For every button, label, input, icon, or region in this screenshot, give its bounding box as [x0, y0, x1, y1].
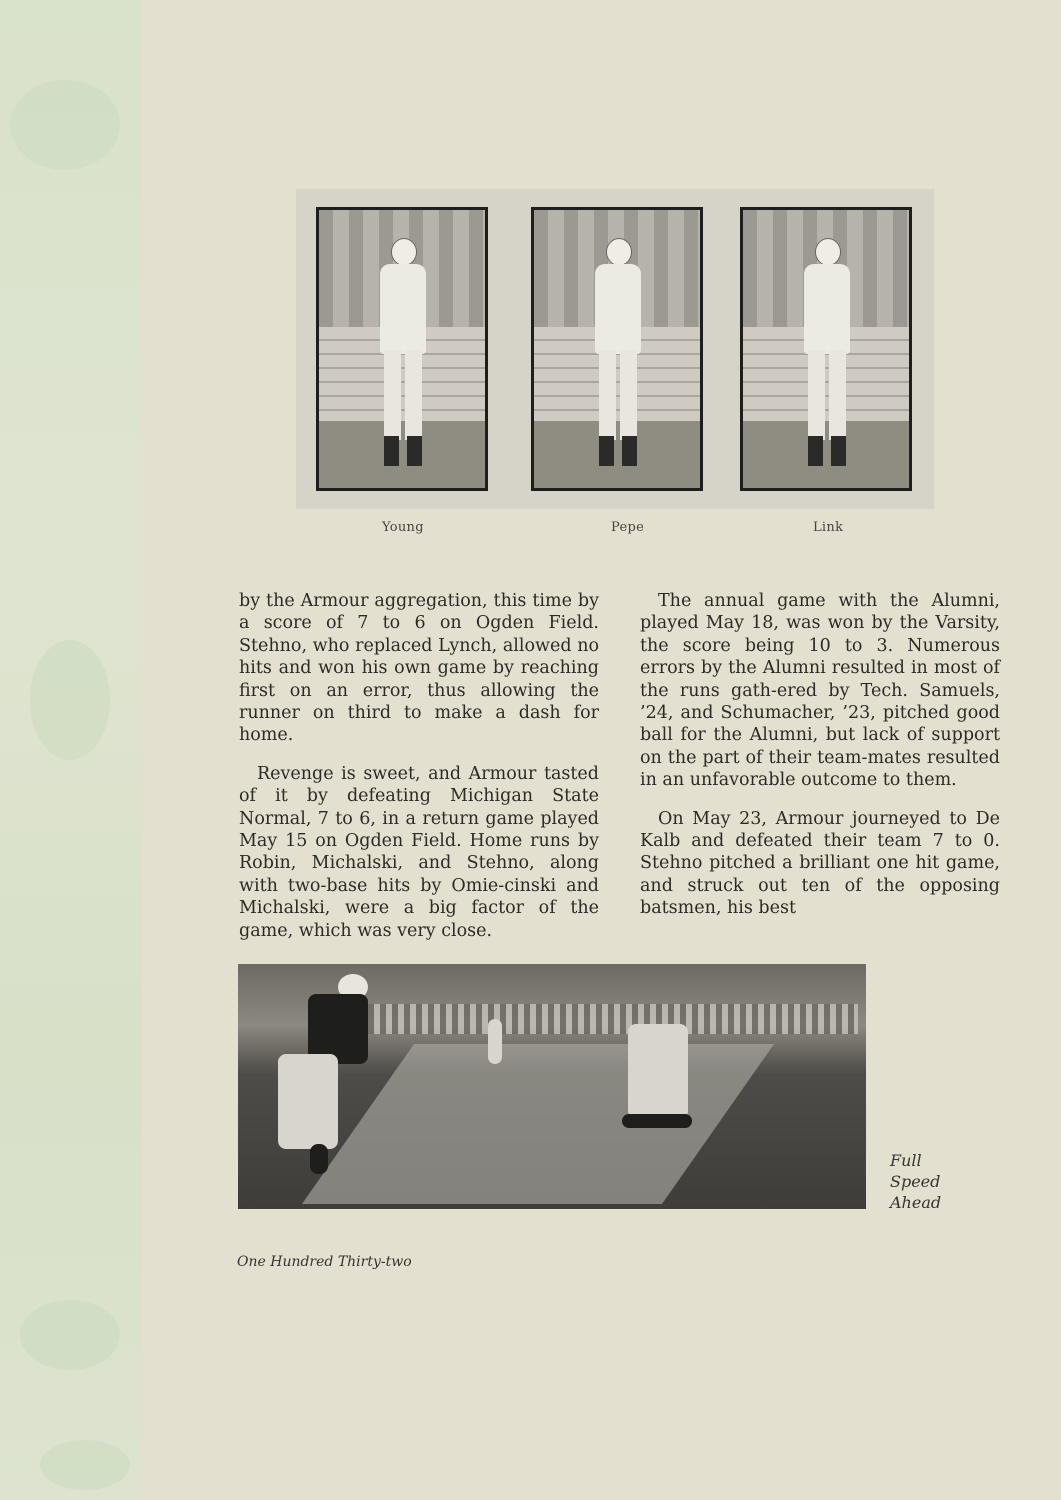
paragraph: by the Armour aggregation, this time by a score of 7 to 6 on Ogden Field. Stehno, who replaced Lynch, allowed no hits and won his own game by reaching first on an error, thus allowing the runner on third to make a dash for home. [239, 591, 599, 746]
caption-line: Full [890, 1151, 922, 1170]
caption-young: Young [382, 520, 424, 535]
caption-link: Link [813, 520, 844, 535]
player-photo-pepe [531, 207, 703, 491]
caption-line: Speed [890, 1172, 941, 1191]
paragraph: The annual game with the Alumni, played May 18, was won by the Varsity, the score being 10 to 3. Numerous errors by the Alumni resulted in most of the runs gath-ered by Tech. Samuels, ’24, and Schumacher, ’23, pitched good ball for the Alumni, but lack of support on the part of their team-mates resulted in an unfavorable outcome to them. [640, 591, 1000, 791]
caption-pepe: Pepe [611, 520, 645, 535]
action-photo [238, 964, 866, 1209]
action-photo-caption [890, 1150, 941, 1213]
right-text-column [640, 590, 1000, 936]
decorative-side-strip [0, 0, 142, 1500]
page-number: One Hundred Thirty-two [237, 1254, 412, 1270]
player-photos-panel [296, 189, 934, 509]
paragraph: Revenge is sweet, and Armour tasted of it by defeating Michigan State Normal, 7 to 6, in a return game played May 15 on Ogden Field. Home runs by Robin, Michalski, and Stehno, along with two-base hits by Omie-cinski and Michalski, were a big factor of the game, which was very close. [239, 763, 599, 941]
paragraph: On May 23, Armour journeyed to De Kalb and defeated their team 7 to 0. Stehno pitched a brilliant one hit game, and struck out ten of the opposing batsmen, his best [640, 808, 1000, 919]
player-photo-link [740, 207, 912, 491]
caption-line: Ahead [890, 1193, 942, 1212]
player-photo-young [316, 207, 488, 491]
left-text-column [239, 590, 599, 958]
